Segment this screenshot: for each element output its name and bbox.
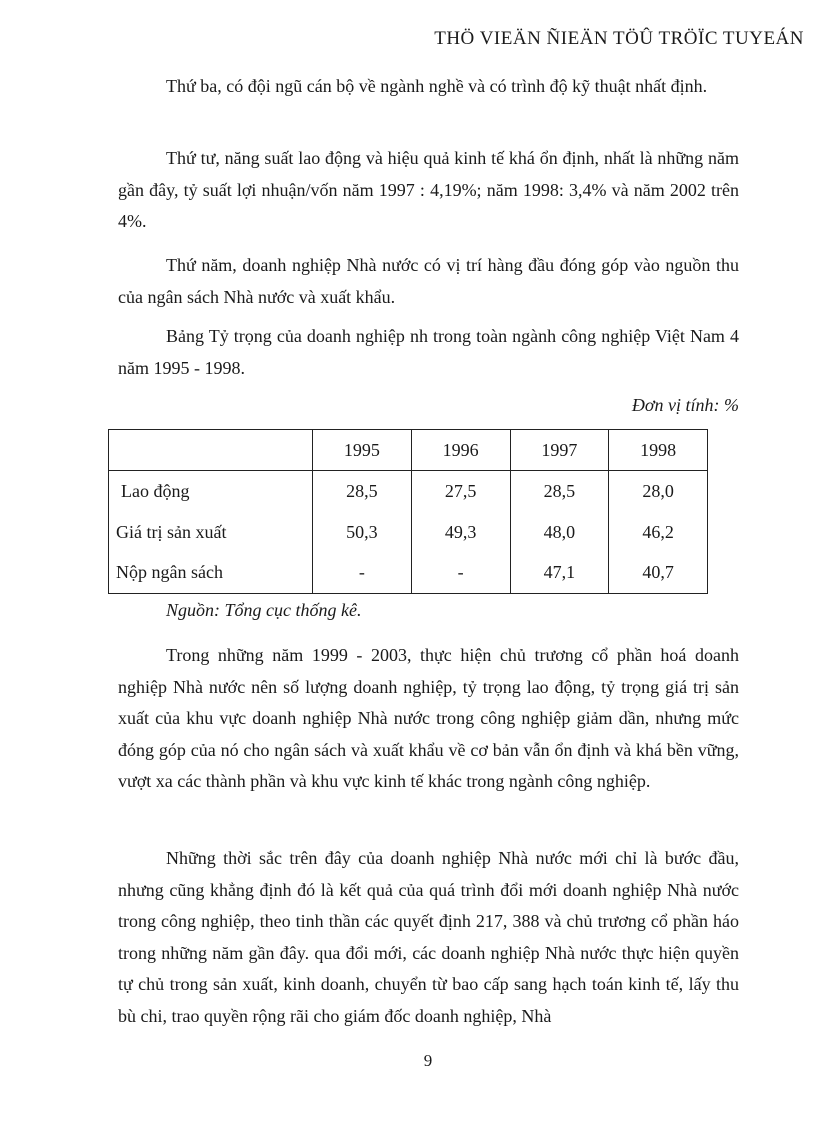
table-row	[109, 512, 708, 553]
table-cell: 27,5	[411, 471, 510, 512]
table-source-note: Nguồn: Tổng cục thống kê.	[166, 600, 362, 620]
page-number: 9	[423, 1051, 433, 1070]
table-row	[109, 471, 708, 512]
paragraph-1999-2003: Trong những năm 1999 - 2003, thực hiện chủ trương cổ phần hoá doanh nghiệp Nhà nước nên số lượng doanh nghiệp, tỷ trọng lao động, tỷ trọng giá trị sản xuất của khu vực doanh nghiệp Nhà nước trong công nghiệp giảm dần, nhưng mức đóng góp của nó cho ngân sách và xuất khẩu về cơ bản vẫn ổn định và khá bền vững, vượt xa các thành phần và khu vực kinh tế khác trong ngành công nghiệp.	[118, 645, 739, 791]
table-header-cell: 1996	[411, 430, 510, 471]
table-row	[109, 553, 708, 594]
table-cell: 40,7	[609, 553, 708, 594]
table-cell: 28,5	[313, 471, 412, 512]
paragraph-fourth-point: Thứ tư, năng suất lao động và hiệu quả kinh tế khá ổn định, nhất là những năm gần đây, tỷ suất lợi nhuận/vốn năm 1997 : 4,19%; năm 1998: 3,4% và năm 2002 trên 4%.	[118, 148, 739, 231]
table-header-cell: 1995	[313, 430, 412, 471]
table-header-cell: 1998	[609, 430, 708, 471]
paragraph-fifth-point: Thứ năm, doanh nghiệp Nhà nước có vị trí hàng đầu đóng góp vào nguồn thu của ngân sách Nhà nước và xuất khẩu.	[118, 255, 739, 307]
table-cell: 47,1	[510, 553, 609, 594]
table-cell: -	[313, 553, 412, 594]
table-header-row	[109, 430, 708, 471]
row-label: Giá trị sản xuất	[109, 512, 313, 553]
paragraph-table-caption: Bảng Tỷ trọng của doanh nghiệp nh trong toàn ngành công nghiệp Việt Nam 4 năm 1995 - 1998.	[118, 326, 739, 378]
table-cell: 50,3	[313, 512, 412, 553]
table-cell: 48,0	[510, 512, 609, 553]
table-cell: 46,2	[609, 512, 708, 553]
running-header: THÖ VIEÄN ÑIEÄN TÖÛ TRÖÏC TUYEÁN	[434, 28, 804, 49]
paragraph-third-point: Thứ ba, có đội ngũ cán bộ về ngành nghề và có trình độ kỹ thuật nhất định.	[166, 76, 708, 96]
table-header-cell: 1997	[510, 430, 609, 471]
table-unit-note: Đơn vị tính: %	[631, 395, 739, 415]
row-label: Nộp ngân sách	[109, 553, 313, 594]
table-header-cell	[109, 430, 313, 471]
row-label: Lao động	[109, 471, 313, 512]
table-cell: 49,3	[411, 512, 510, 553]
share-table	[108, 429, 708, 594]
table-cell: 28,0	[609, 471, 708, 512]
table-cell: -	[411, 553, 510, 594]
table-cell: 28,5	[510, 471, 609, 512]
paragraph-achievements: Những thời sắc trên đây của doanh nghiệp Nhà nước mới chỉ là bước đầu, nhưng cũng khẳng định đó là kết quả của quá trình đổi mới doanh nghiệp Nhà nước trong công nghiệp, theo tinh thần các quyết định 217, 388 và chủ trương cổ phần háo trong những năm gần đây. qua đổi mới, các doanh nghiệp Nhà nước thực hiện quyền tự chủ trong sản xuất, kinh doanh, chuyển từ bao cấp sang hạch toán kinh tế, lấy thu bù chi, trao quyền rộng rãi cho giám đốc doanh nghiệp, Nhà	[118, 848, 739, 1026]
